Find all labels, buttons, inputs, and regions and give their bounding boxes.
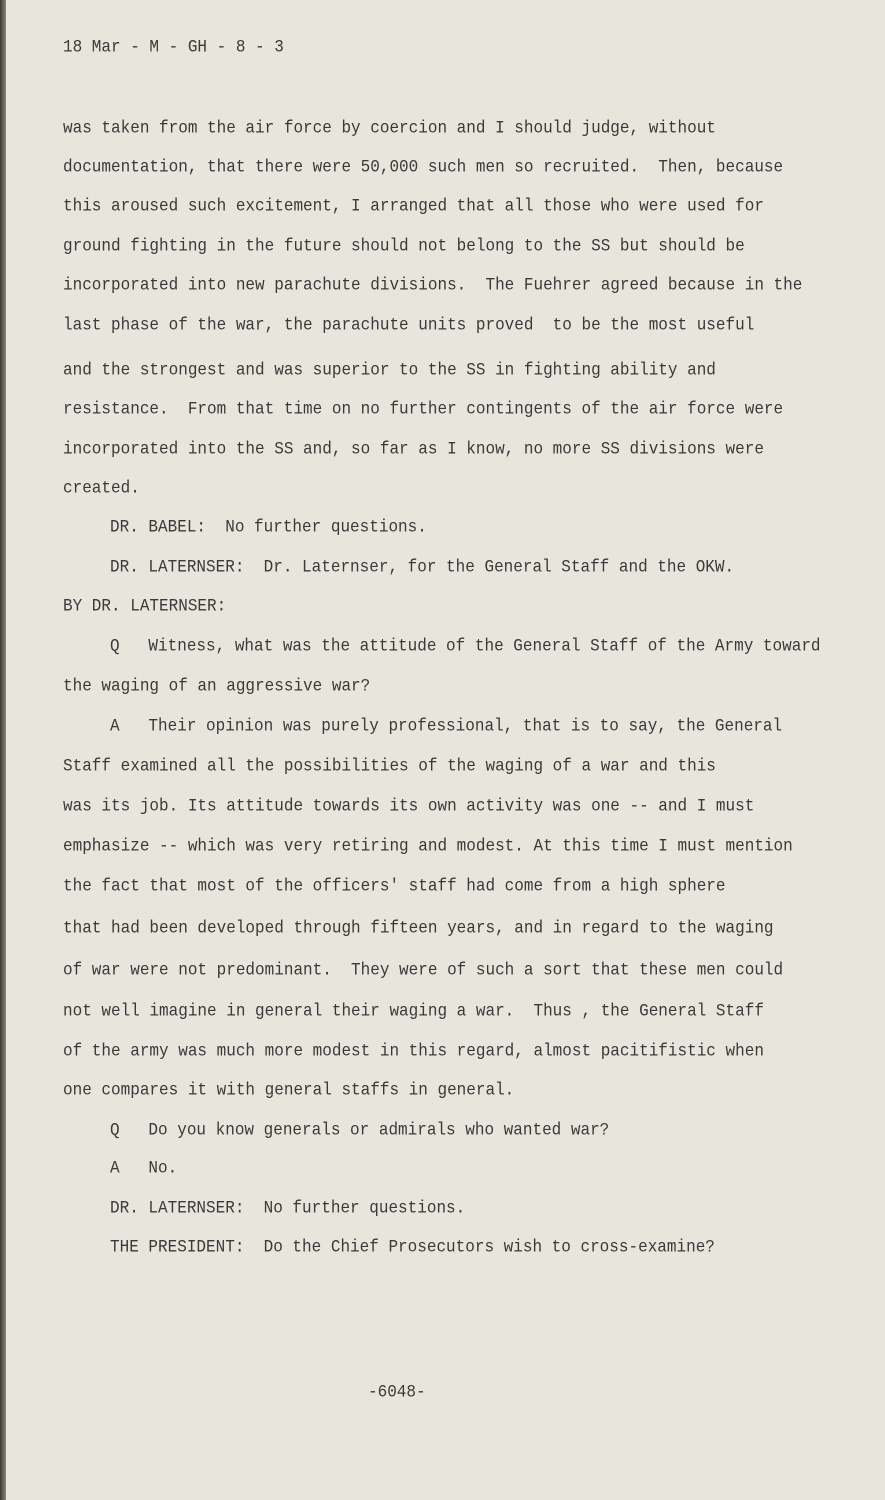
scan-edge	[0, 0, 6, 1500]
page-number: -6048-	[368, 1382, 426, 1402]
transcript-line: that had been developed through fifteen years, and in regard to the waging	[63, 918, 774, 938]
transcript-line: documentation, that there were 50,000 such men so recruited. Then, because	[63, 157, 784, 177]
transcript-line: of war were not predominant. They were of such a sort that these men could	[63, 960, 784, 980]
transcript-line: not well imagine in general their waging a war. Thus , the General Staff	[63, 1001, 764, 1021]
transcript-line: DR. LATERNSER: No further questions.	[110, 1198, 466, 1218]
transcript-line: A Their opinion was purely professional, that is to say, the General	[110, 716, 783, 736]
transcript-line: DR. BABEL: No further questions.	[110, 517, 427, 537]
transcript-line: was its job. Its attitude towards its own activity was one -- and I must	[63, 796, 755, 816]
transcript-line: the fact that most of the officers' staff had come from a high sphere	[63, 876, 726, 896]
transcript-line: incorporated into the SS and, so far as I know, no more SS divisions were	[63, 439, 764, 459]
transcript-line: DR. LATERNSER: Dr. Laternser, for the General Staff and the OKW.	[110, 557, 735, 577]
transcript-line: resistance. From that time on no further contingents of the air force were	[63, 399, 784, 419]
transcript-line: A No.	[110, 1158, 178, 1178]
transcript-line: the waging of an aggressive war?	[63, 676, 371, 696]
transcript-line: created.	[63, 478, 140, 498]
transcript-line: and the strongest and was superior to the SS in fighting ability and	[63, 360, 716, 380]
transcript-line: was taken from the air force by coercion and I should judge, without	[63, 118, 716, 138]
transcript-line: this aroused such excitement, I arranged that all those who were used for	[63, 196, 764, 216]
transcript-line: of the army was much more modest in this regard, almost pacitifistic when	[63, 1041, 764, 1061]
transcript-line: Staff examined all the possibilities of the waging of a war and this	[63, 756, 716, 776]
transcript-line: emphasize -- which was very retiring and modest. At this time I must mention	[63, 836, 793, 856]
transcript-line: last phase of the war, the parachute units proved to be the most useful	[63, 315, 755, 335]
page-header: 18 Mar - M - GH - 8 - 3	[63, 37, 284, 57]
transcript-line: BY DR. LATERNSER:	[63, 596, 227, 616]
transcript-line: one compares it with general staffs in general.	[63, 1080, 515, 1100]
transcript-line: ground fighting in the future should not belong to the SS but should be	[63, 236, 745, 256]
transcript-line: incorporated into new parachute divisions. The Fuehrer agreed because in the	[63, 275, 803, 295]
transcript-line: Q Do you know generals or admirals who wanted war?	[110, 1120, 610, 1140]
transcript-line: THE PRESIDENT: Do the Chief Prosecutors wish to cross-examine?	[110, 1237, 715, 1257]
transcript-line: Q Witness, what was the attitude of the General Staff of the Army toward	[110, 636, 821, 656]
